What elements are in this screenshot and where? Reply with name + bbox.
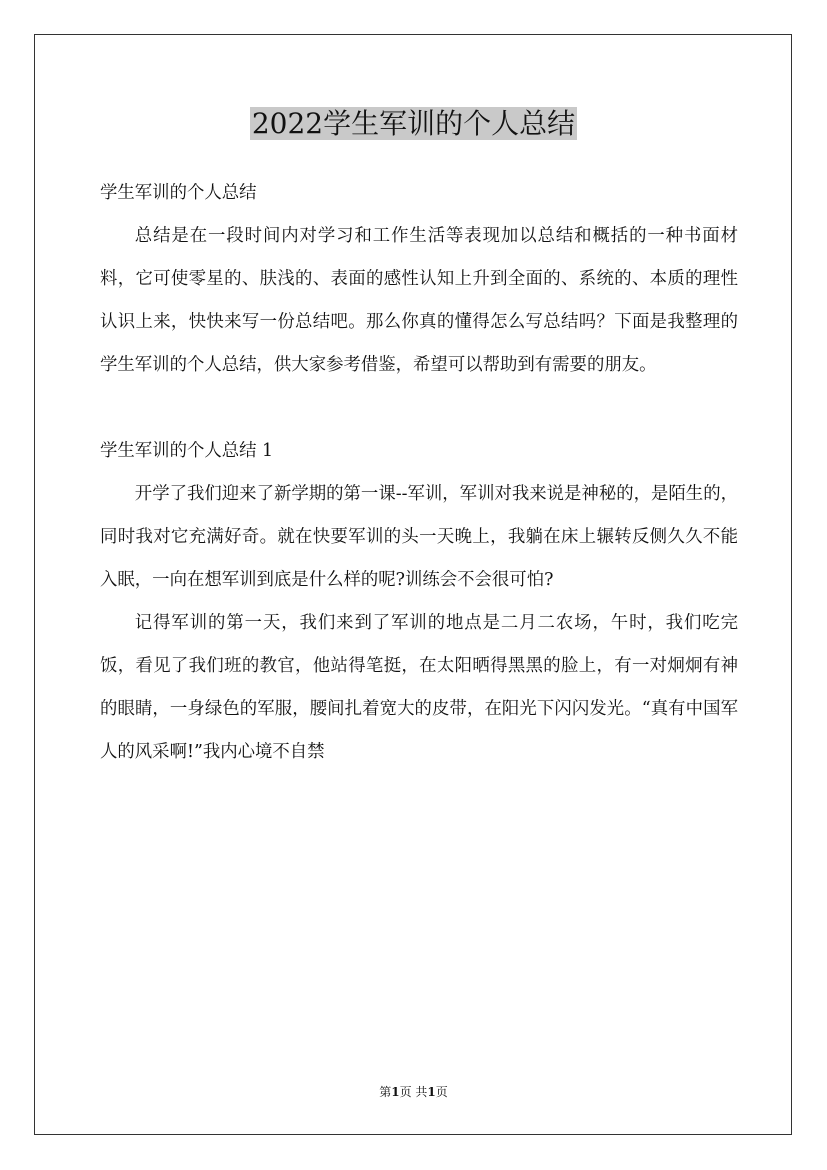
body-paragraph-1: 开学了我们迎来了新学期的第一课--军训，军训对我来说是神秘的，是陌生的，同时我对它充满好奇。就在快要军训的头一天晚上，我躺在床上辗转反侧久久不能入眠，一向在想军训到底是什么样的呢?训练会不会很可怕? <box>100 484 738 590</box>
body-paragraph-2: 记得军训的第一天，我们来到了军训的地点是二月二农场，午时，我们吃完饭，看见了我们班的教官，他站得笔挺，在太阳晒得黑黑的脸上，有一对炯炯有神的眼睛，一身绿色的军服，腰间扎着宽大的皮带，在阳光下闪闪发光。“真有中国军人的风采啊!”我内心境不自禁 <box>100 613 738 762</box>
document-title-text: 2022学生军训的个人总结 <box>251 107 576 140</box>
intro-paragraph: 总结是在一段时间内对学习和工作生活等表现加以总结和概括的一种书面材料，它可使零星的、肤浅的、表面的感性认知上升到全面的、系统的、本质的理性认识上来，快快来写一份总结吧。那么你真的懂得怎么写总结吗？下面是我整理的学生军训的个人总结，供大家参考借鉴，希望可以帮助到有需要的朋友。 <box>100 226 738 375</box>
footer-prefix: 第 <box>379 1085 392 1099</box>
document-body <box>100 172 738 774</box>
section-heading: 学生军训的个人总结 1 <box>100 441 274 461</box>
page-footer <box>0 1084 827 1100</box>
spacer <box>100 387 738 430</box>
footer-suffix: 页 <box>435 1085 448 1099</box>
footer-page-current: 1 <box>391 1085 400 1099</box>
intro-heading: 学生军训的个人总结 <box>100 183 257 203</box>
footer-page-total: 1 <box>427 1085 436 1099</box>
document-title <box>0 104 827 144</box>
footer-mid: 页 共 <box>399 1085 428 1099</box>
